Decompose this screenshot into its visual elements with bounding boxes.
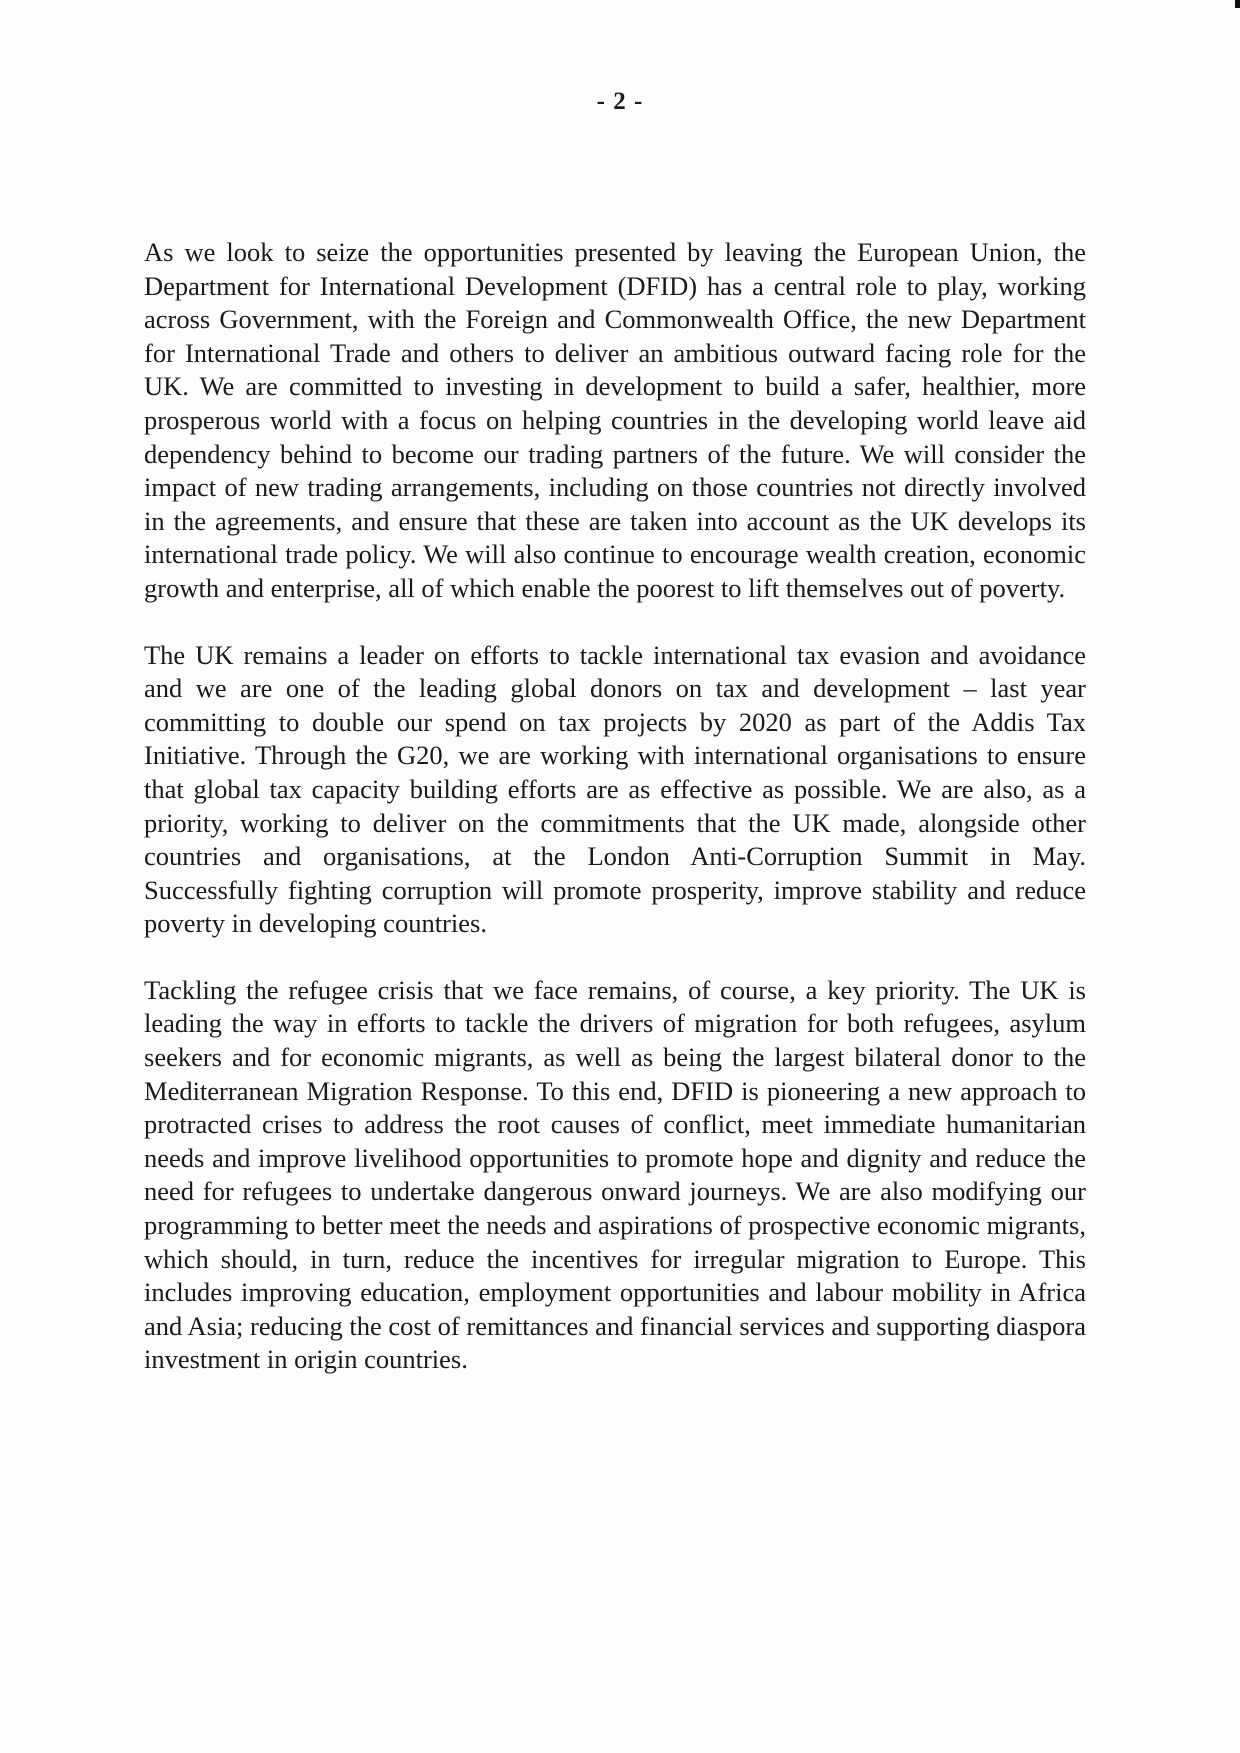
paragraph-eu-development: As we look to seize the opportunities presented by leaving the European Union, the Department for International Development (DFID) has a central role to play, working across Government, with the Foreign and Commonwealth Office, the new Department for International Trade and others to deliver an ambitious outward facing role for the UK. We are committed to investing in development to build a safer, healthier, more prosperous world with a focus on helping countries in the developing world leave aid dependency behind to become our trading partners of the future. We will consider the impact of new trading arrangements, including on those countries not directly involved in the agreements, and ensure that these are taken into account as the UK develops its international trade policy. We will also continue to encourage wealth creation, economic growth and enterprise, all of which enable the poorest to lift themselves out of poverty. bbox=[144, 237, 1086, 603]
paragraph-tax-corruption: The UK remains a leader on efforts to tackle international tax evasion and avoidance and we are one of the leading global donors on tax and development – last year committing to double our spend on tax projects by 2020 as part of the Addis Tax Initiative. Through the G20, we are working with international organisations to ensure that global tax capacity building efforts are as effective as possible. We are also, as a priority, working to deliver on the commitments that the UK made, alongside other countries and organisations, at the London Anti-Corruption Summit in May. Successfully fighting corruption will promote prosperity, improve stability and reduce poverty in developing countries. bbox=[144, 639, 1086, 939]
letter-body bbox=[144, 236, 1086, 1410]
paragraph-refugee-crisis: Tackling the refugee crisis that we face remains, of course, a key priority. The UK is leading the way in efforts to tackle the drivers of migration for both refugees, asylum seekers and for economic migrants, as well as being the largest bilateral donor to the Mediterranean Migration Response. To this end, DFID is pioneering a new approach to protracted crises to address the root causes of conflict, meet immediate humanitarian needs and improve livelihood opportunities to promote hope and dignity and reduce the need for refugees to undertake dangerous onward journeys. We are also modifying our programming to better meet the needs and aspirations of prospective economic migrants, which should, in turn, reduce the incentives for irregular migration to Europe. This includes improving education, employment opportunities and labour mobility in Africa and Asia; reducing the cost of remittances and financial services and supporting diaspora investment in origin countries. bbox=[144, 974, 1086, 1375]
scan-edge-mark bbox=[1235, 0, 1240, 8]
page-number: - 2 - bbox=[596, 88, 644, 115]
